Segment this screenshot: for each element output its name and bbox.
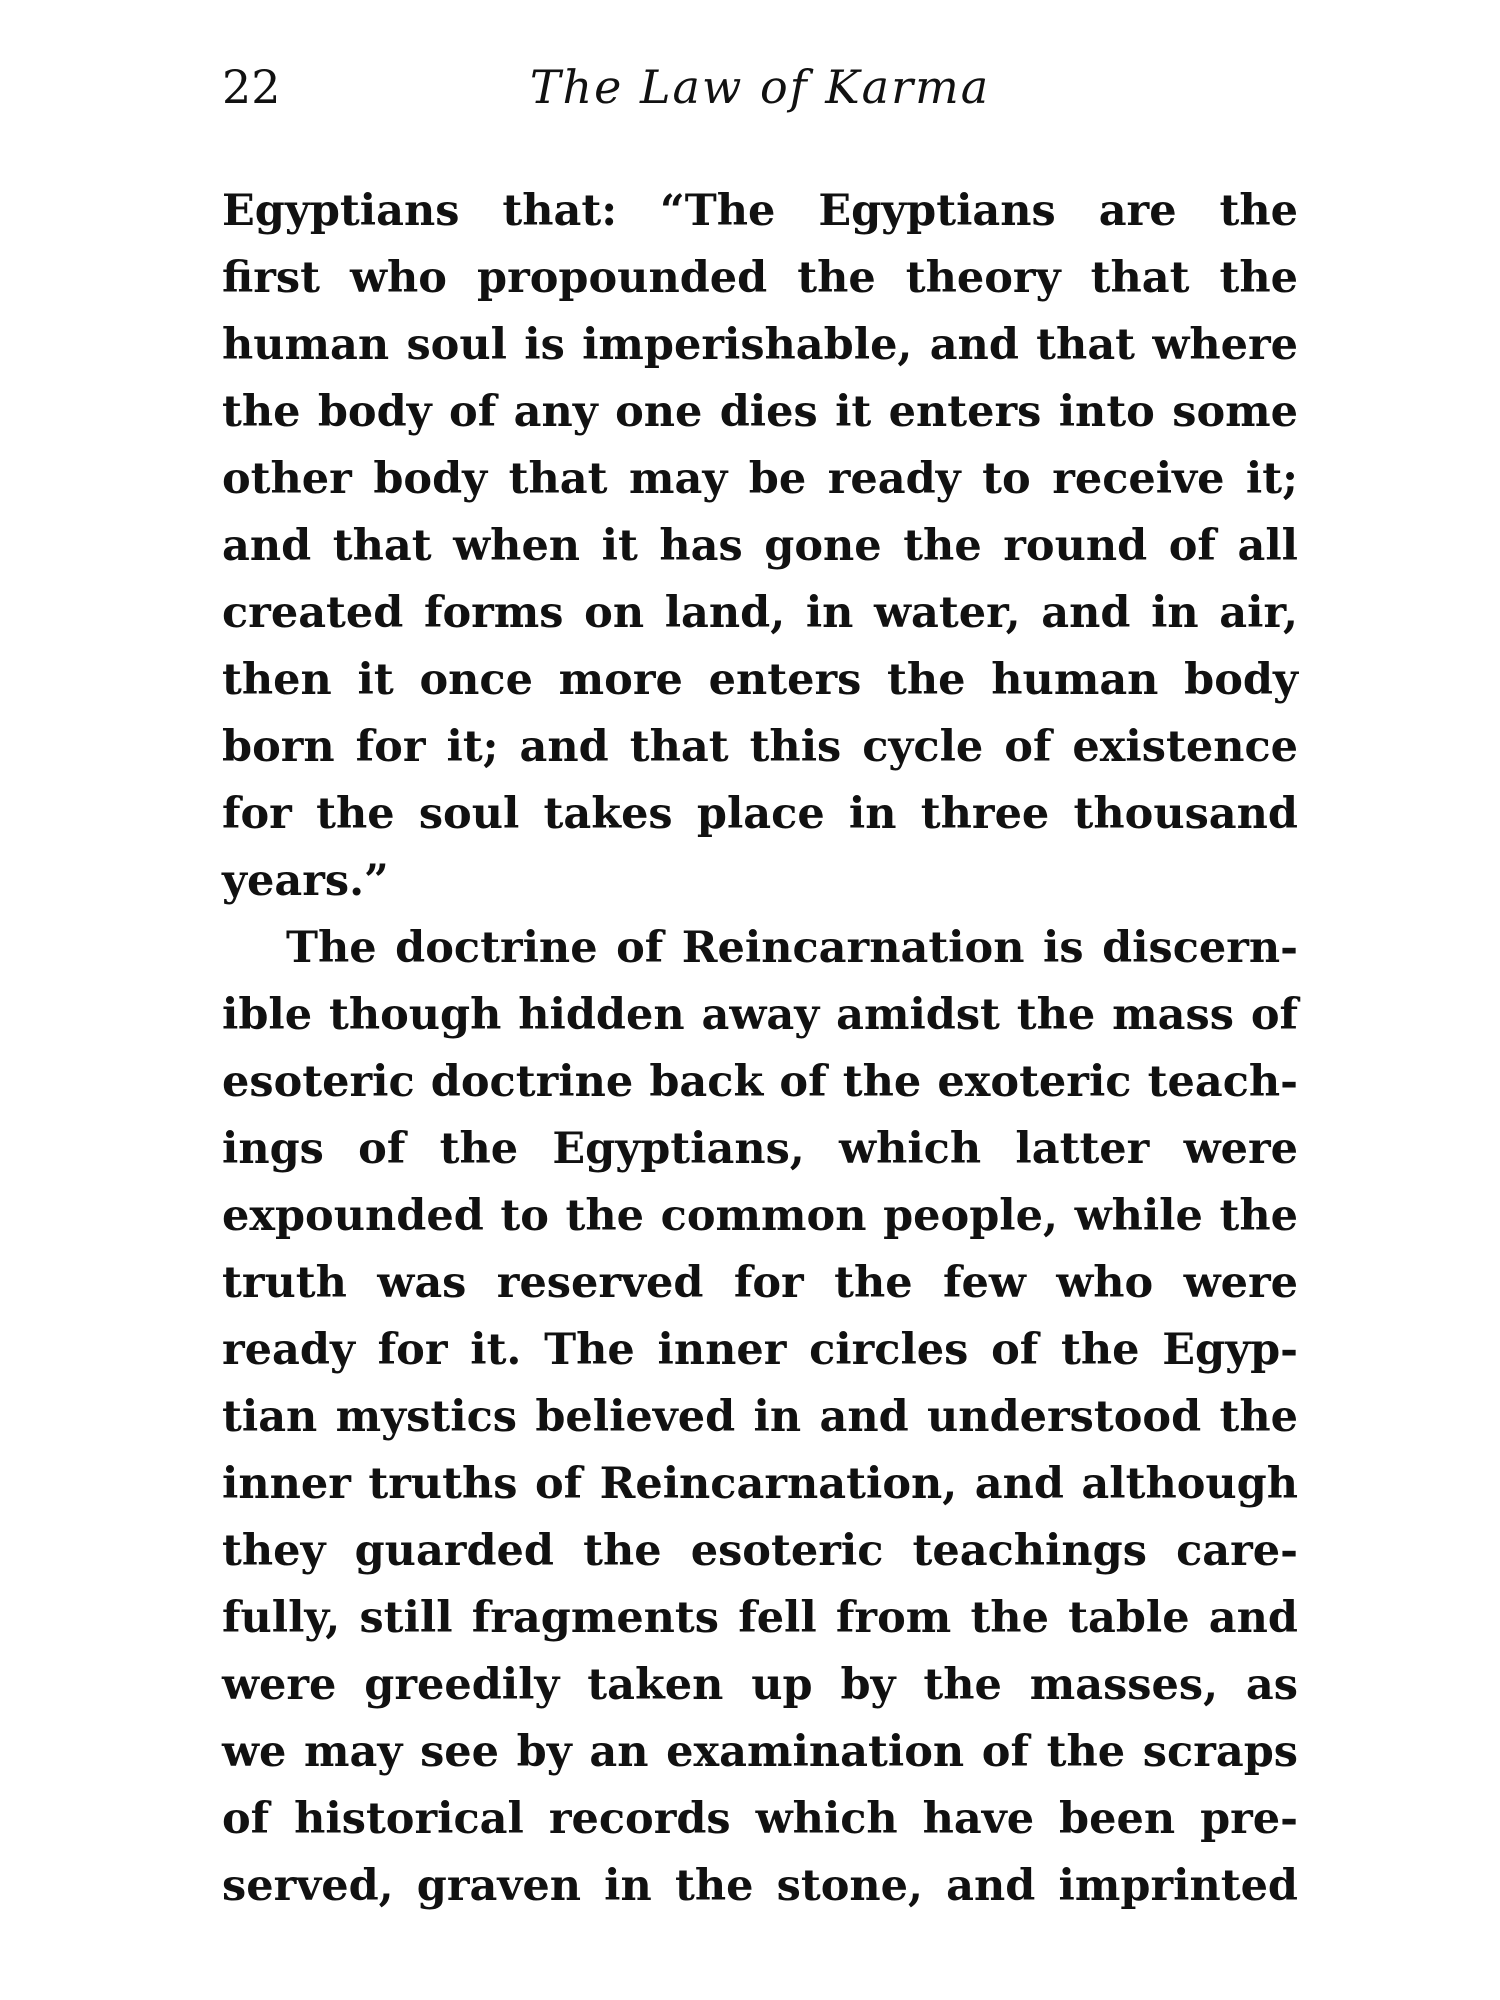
text-line: born for it; and that this cycle of existence [222, 722, 1298, 772]
text-line: tian mystics believed in and understood the [222, 1392, 1298, 1442]
text-line: The doctrine of Reincarnation is discern- [286, 923, 1298, 973]
text-line: of historical records which have been pre- [222, 1794, 1298, 1844]
text-line: Egyptians that: “The Egyptians are the [222, 186, 1298, 236]
text-line: inner truths of Reincarnation, and although [222, 1459, 1298, 1509]
text-line: esoteric doctrine back of the exoteric teach- [222, 1057, 1298, 1107]
text-line: they guarded the esoteric teachings care- [222, 1526, 1298, 1576]
text-line: served, graven in the stone, and imprinted [222, 1861, 1298, 1911]
text-line: for the soul takes place in three thousand [222, 789, 1298, 839]
text-line: ready for it. The inner circles of the Egyp- [222, 1325, 1298, 1375]
text-line: we may see by an examination of the scraps [222, 1727, 1298, 1777]
text-line: other body that may be ready to receive it; [222, 454, 1298, 504]
text-line: truth was reserved for the few who were [222, 1258, 1298, 1308]
page-number: 22 [222, 60, 281, 114]
text-line: expounded to the common people, while the [222, 1191, 1298, 1241]
text-line: ings of the Egyptians, which latter were [222, 1124, 1298, 1174]
text-line: created forms on land, in water, and in air, [222, 588, 1298, 638]
text-line: fully, still fragments fell from the table and [222, 1593, 1298, 1643]
text-line: were greedily taken up by the masses, as [222, 1660, 1298, 1710]
running-title: The Law of Karma [529, 60, 991, 114]
text-line: then it once more enters the human body [222, 655, 1298, 705]
text-line: years.” [222, 856, 389, 906]
text-line: the body of any one dies it enters into some [222, 387, 1298, 437]
text-line: ible though hidden away amidst the mass of [222, 990, 1298, 1040]
running-head [222, 52, 1298, 122]
text-line: first who propounded the theory that the [222, 253, 1298, 303]
body-text [222, 178, 1298, 1920]
text-line: human soul is imperishable, and that where [222, 320, 1298, 370]
text-line: and that when it has gone the round of all [222, 521, 1298, 571]
